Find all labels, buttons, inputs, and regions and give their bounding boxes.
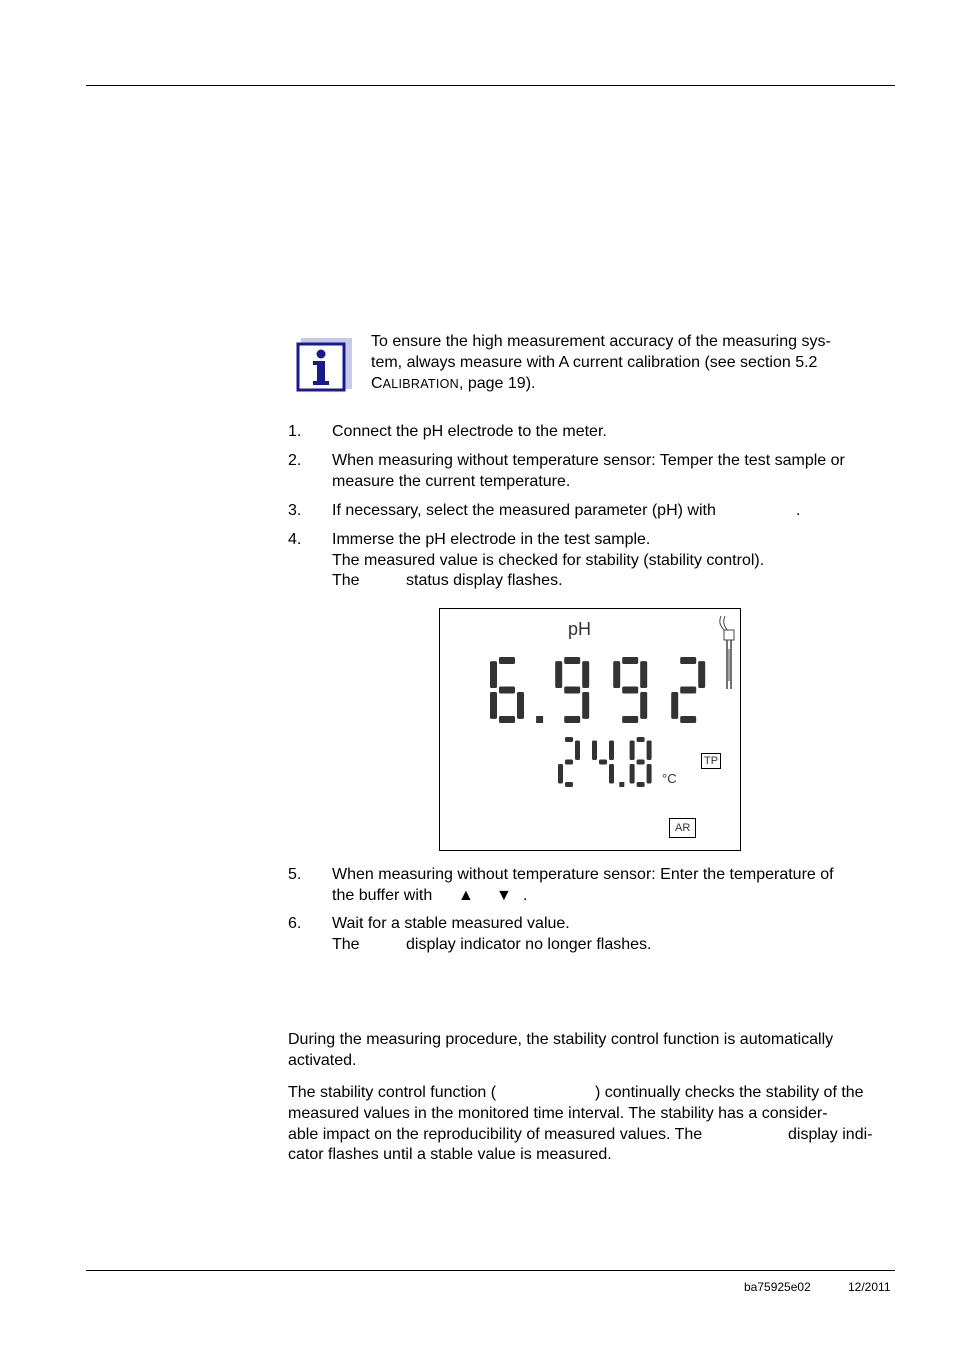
digit-segment-e	[490, 692, 497, 719]
para-2-line-4: cator flashes until a stable value is measured.	[288, 1146, 612, 1163]
note-line-3: CALIBRATION, page 19).	[371, 375, 536, 392]
digit-segment-a	[565, 737, 573, 742]
step-6-line-1: Wait for a stable measured value.	[332, 915, 570, 932]
footer-doc-id: ba75925e02	[744, 1280, 811, 1294]
step-5-line-2: the buffer with	[332, 887, 433, 904]
digit-segment-f	[613, 661, 620, 688]
main-value-digits	[490, 657, 705, 723]
digit-segment-b	[698, 661, 705, 688]
digit-segment-b	[640, 661, 647, 688]
digit-segment-a	[680, 657, 696, 664]
footer-date: 12/2011	[848, 1280, 891, 1294]
step-2-line-1: When measuring without temperature sensor: Temper the test sample or	[332, 452, 845, 469]
step-5-line-1: When measuring without temperature sensor: Enter the temperature of	[332, 866, 834, 883]
digit-segment-b	[609, 741, 614, 761]
step-4-line-3-a: The	[332, 572, 360, 589]
digit-segment-d	[622, 716, 638, 723]
step-4-line-1: Immerse the pH electrode in the test sample.	[332, 531, 651, 548]
digit-segment-a	[637, 737, 645, 742]
decimal-point	[536, 716, 543, 723]
para-1-line-1: During the measuring procedure, the stability control function is automatically	[288, 1031, 834, 1048]
digit-segment-a	[564, 657, 580, 664]
para-2-line-3-a: able impact on the reproducibility of measured values. The	[288, 1126, 703, 1143]
step-6-line-2-a: The	[332, 936, 360, 953]
para-2-line-2: measured values in the monitored time interval. The stability has a consider-	[288, 1105, 828, 1122]
para-2-line-1-b: ) continually checks the stability of the	[595, 1084, 864, 1101]
step-5-period: .	[523, 887, 528, 904]
tp-badge: TP	[701, 753, 721, 769]
digit-segment-g	[565, 760, 573, 765]
down-arrow-icon[interactable]: ▼	[496, 887, 512, 904]
ar-badge: AR	[669, 818, 696, 838]
digit-segment-b	[647, 741, 652, 761]
digit-segment-d	[499, 716, 515, 723]
note-line-2: tem, always measure with A current calibration (see section 5.2	[371, 354, 818, 371]
digit-segment-c	[582, 692, 589, 719]
digit-segment-g	[622, 687, 638, 694]
step-1-text: Connect the pH electrode to the meter.	[332, 423, 607, 440]
digit-segment-g	[599, 760, 607, 765]
up-arrow-icon[interactable]: ▲	[458, 887, 474, 904]
temp-value-digits	[558, 737, 652, 787]
digit-segment-e	[558, 764, 563, 784]
para-2-line-1-a: The stability control function (	[288, 1084, 497, 1101]
footer-rule	[86, 1270, 895, 1271]
digit-segment-c	[647, 764, 652, 784]
digit-segment-d	[564, 716, 580, 723]
step-4-line-2: The measured value is checked for stability (stability control).	[332, 552, 765, 569]
lcd-display	[439, 608, 741, 851]
header-rule	[86, 85, 895, 86]
step-5-number: 5.	[288, 866, 302, 883]
para-1-line-2: activated.	[288, 1052, 357, 1069]
digit-segment-c	[609, 764, 614, 784]
digit-segment-a	[622, 657, 638, 664]
step-3-text: If necessary, select the measured parameter (pH) with	[332, 502, 716, 519]
digit-segment-g	[499, 687, 515, 694]
step-4-line-3-b: status display flashes.	[406, 572, 563, 589]
note-line-1: To ensure the high measurement accuracy of the measuring sys-	[371, 333, 831, 350]
step-3-number: 3.	[288, 502, 302, 519]
step-4-number: 4.	[288, 531, 302, 548]
digit-segment-e	[671, 692, 678, 719]
step-3-period: .	[796, 502, 801, 519]
digit-segment-f	[592, 741, 597, 761]
electrode-icon	[720, 616, 734, 689]
decimal-point	[619, 782, 624, 787]
step-2-line-2: measure the current temperature.	[332, 473, 571, 490]
step-1-number: 1.	[288, 423, 302, 440]
digit-segment-e	[630, 764, 635, 784]
digit-segment-f	[490, 661, 497, 688]
digit-segment-f	[630, 741, 635, 761]
temp-unit: °C	[662, 771, 677, 786]
step-6-line-2-b: display indicator no longer flashes.	[406, 936, 652, 953]
step-6-number: 6.	[288, 915, 302, 932]
digit-segment-d	[680, 716, 696, 723]
display-digits	[440, 609, 742, 852]
digit-segment-g	[564, 687, 580, 694]
display-parameter: pH	[568, 619, 592, 639]
calibration-ref[interactable]: ALIBRATION	[382, 377, 459, 391]
info-icon	[296, 336, 352, 392]
digit-segment-d	[637, 782, 645, 787]
digit-segment-g	[680, 687, 696, 694]
digit-segment-c	[640, 692, 647, 719]
para-2-line-3-b: display indi-	[788, 1126, 873, 1143]
digit-segment-g	[637, 760, 645, 765]
step-2-number: 2.	[288, 452, 302, 469]
digit-segment-f	[555, 661, 562, 688]
digit-segment-d	[565, 782, 573, 787]
digit-segment-c	[517, 692, 524, 719]
digit-segment-b	[575, 741, 580, 761]
note-line-3-rest: , page 19).	[458, 375, 536, 392]
digit-segment-a	[499, 657, 515, 664]
digit-segment-b	[582, 661, 589, 688]
